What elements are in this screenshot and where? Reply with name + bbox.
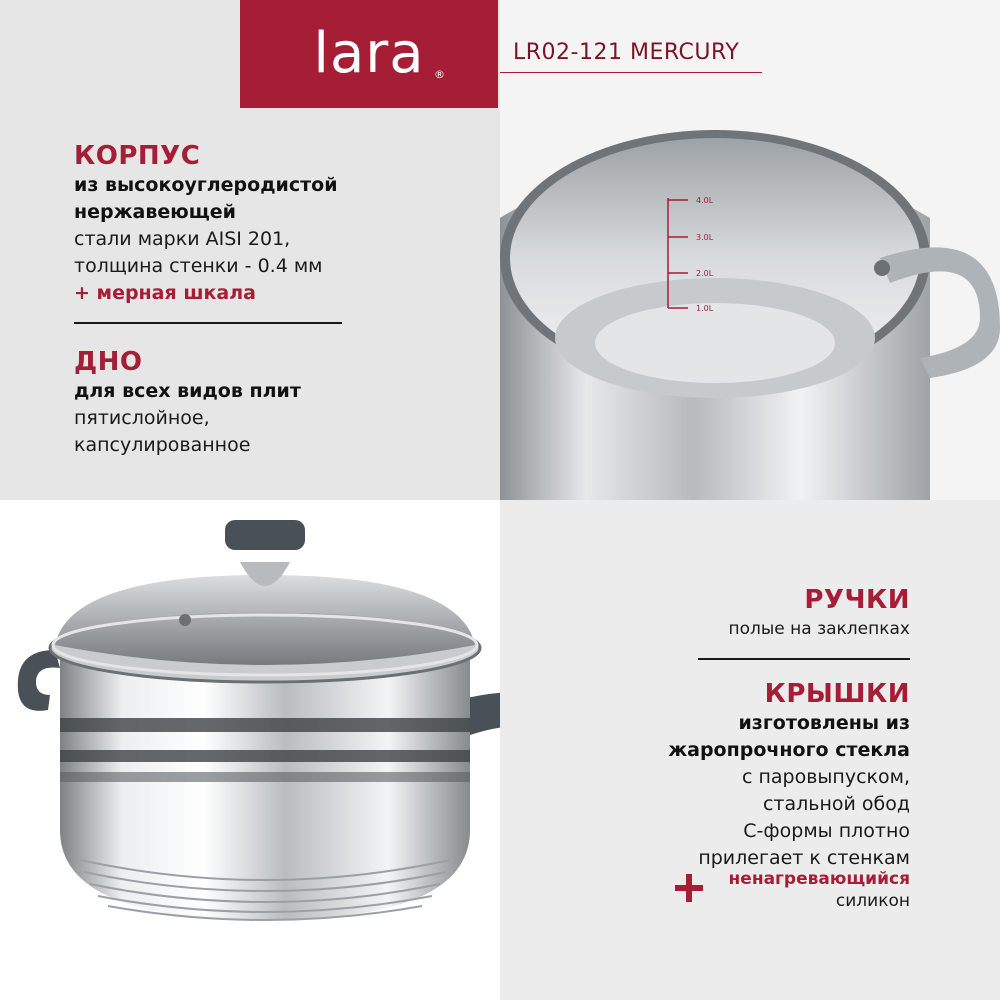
lid-knob [225, 520, 305, 550]
body-line-2: нержавеющей [74, 201, 236, 223]
model-name: LR02-121 MERCURY [513, 39, 740, 65]
lids-line-2: жаропрочного стекла [668, 739, 910, 761]
body-line-5: + мерная шкала [74, 282, 256, 304]
lids-line-1: изготовлены из [738, 712, 910, 734]
plus-icon [675, 874, 703, 902]
body-section [74, 140, 338, 307]
scale-mark-4: 4.0L [696, 196, 714, 205]
scale-mark-1: 1.0L [696, 304, 714, 313]
lids-heading: КРЫШКИ [764, 679, 910, 709]
silicone-line-2: силикон [835, 891, 910, 911]
model-underline [500, 72, 762, 73]
body-line-3: стали марки AISI 201, [74, 228, 291, 250]
handles-divider [698, 658, 910, 660]
body-line-1: из высокоуглеродистой [74, 174, 338, 196]
left-handle [18, 650, 60, 711]
scale-mark-3: 3.0L [696, 233, 714, 242]
handles-heading: РУЧКИ [804, 585, 910, 615]
bottom-section [74, 346, 301, 459]
bottom-line-3: капсулированное [74, 434, 251, 456]
body-heading: КОРПУС [74, 141, 201, 171]
scale-mark-2: 2.0L [696, 269, 714, 278]
brand-logo-text: lara [313, 21, 425, 86]
section-divider [74, 322, 342, 324]
handles-section [728, 584, 910, 643]
pot-interior-image [500, 108, 1000, 500]
registered-mark: ® [434, 68, 445, 81]
lids-line-5: С-формы плотно [743, 820, 910, 842]
pot-image [0, 500, 500, 1000]
body-line-4: толщина стенки - 0.4 мм [74, 255, 323, 277]
bottom-line-2: пятислойное, [74, 407, 210, 429]
brand-logo [240, 0, 498, 108]
handles-line-1: полые на заклепках [728, 619, 910, 639]
bottom-heading: ДНО [74, 347, 143, 377]
lids-line-4: стальной обод [762, 793, 910, 815]
lids-line-6: прилегает к стенкам [698, 847, 910, 869]
silicone-line-1: ненагревающийся [728, 869, 910, 889]
silicone-section [729, 868, 910, 912]
lids-section [668, 678, 910, 872]
lids-line-3: с паровыпуском, [741, 766, 910, 788]
bottom-line-1: для всех видов плит [74, 380, 301, 402]
